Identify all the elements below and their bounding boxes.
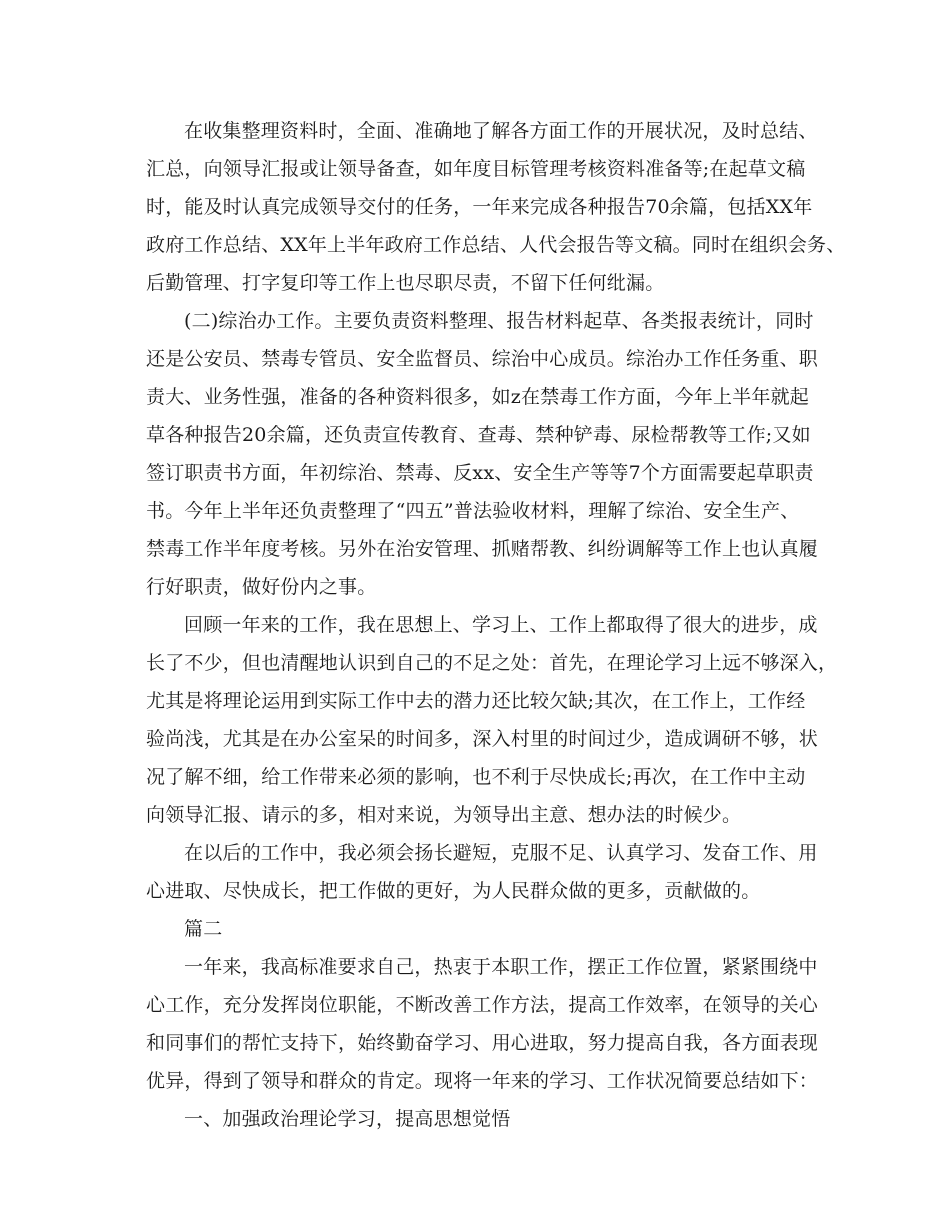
section-heading: 篇二 xyxy=(184,918,223,940)
text-line: 政府工作总结、XX年上半年政府工作总结、人代会报告等文稿。同时在组织会务、 xyxy=(146,234,846,256)
text-line: 草各种报告20余篇，还负责宣传教育、查毒、禁种铲毒、尿检帮教等工作;又如 xyxy=(146,424,811,446)
section-heading: 一、加强政治理论学习，提高思想觉悟 xyxy=(184,1108,511,1130)
text-line: 签订职责书方面，年初综治、禁毒、反xx、安全生产等等7个方面需要起草职责 xyxy=(146,462,814,484)
text-line: 向领导汇报、请示的多，相对来说，为领导出主意、想办法的时候少。 xyxy=(146,804,742,826)
text-line: 尤其是将理论运用到实际工作中去的潜力还比较欠缺;其次，在工作上，工作经 xyxy=(146,690,806,712)
text-line: 时，能及时认真完成领导交付的任务，一年来完成各种报告70余篇，包括XX年 xyxy=(146,196,813,218)
text-line: 和同事们的帮忙支持下，始终勤奋学习、用心进取，努力提高自我，各方面表现 xyxy=(146,1032,819,1054)
text-line: 在收集整理资料时，全面、准确地了解各方面工作的开展状况，及时总结、 xyxy=(184,120,818,142)
text-line: 回顾一年来的工作，我在思想上、学习上、工作上都取得了很大的进步，成 xyxy=(184,614,818,636)
text-line: 验尚浅，尤其是在办公室呆的时间多，深入村里的时间过少，造成调研不够，状 xyxy=(146,728,819,750)
text-line: (二)综治办工作。主要负责资料整理、报告材料起草、各类报表统计，同时 xyxy=(184,310,814,332)
text-line: 优异，得到了领导和群众的肯定。现将一年来的学习、工作状况简要总结如下： xyxy=(146,1070,819,1092)
text-line: 后勤管理、打字复印等工作上也尽职尽责，不留下任何纰漏。 xyxy=(146,272,665,294)
text-line: 还是公安员、禁毒专管员、安全监督员、综治中心成员。综治办工作任务重、职 xyxy=(146,348,819,370)
text-line: 心进取、尽快成长，把工作做的更好，为人民群众做的更多，贡献做的。 xyxy=(146,880,761,902)
text-line: 长了不少，但也清醒地认识到自己的不足之处：首先，在理论学习上远不够深入， xyxy=(146,652,838,674)
text-line: 责大、业务性强，准备的各种资料很多，如z在禁毒工作方面，今年上半年就起 xyxy=(146,386,810,408)
text-line: 禁毒工作半年度考核。另外在治安管理、抓赌帮教、纠纷调解等工作上也认真履 xyxy=(146,538,819,560)
text-line: 在以后的工作中，我必须会扬长避短，克服不足、认真学习、发奋工作、用 xyxy=(184,842,818,864)
text-line: 一年来，我高标准要求自己，热衷于本职工作，摆正工作位置，紧紧围绕中 xyxy=(184,956,818,978)
text-line: 书。今年上半年还负责整理了“四五”普法验收材料，理解了综治、安全生产、 xyxy=(146,500,800,522)
text-line: 行好职责，做好份内之事。 xyxy=(146,576,377,598)
text-line: 况了解不细，给工作带来必须的影响，也不利于尽快成长;再次，在工作中主动 xyxy=(146,766,806,788)
text-line: 汇总，向领导汇报或让领导备查，如年度目标管理考核资料准备等;在起草文稿 xyxy=(146,158,806,180)
text-line: 心工作，充分发挥岗位职能，不断改善工作方法，提高工作效率，在领导的关心 xyxy=(146,994,819,1016)
